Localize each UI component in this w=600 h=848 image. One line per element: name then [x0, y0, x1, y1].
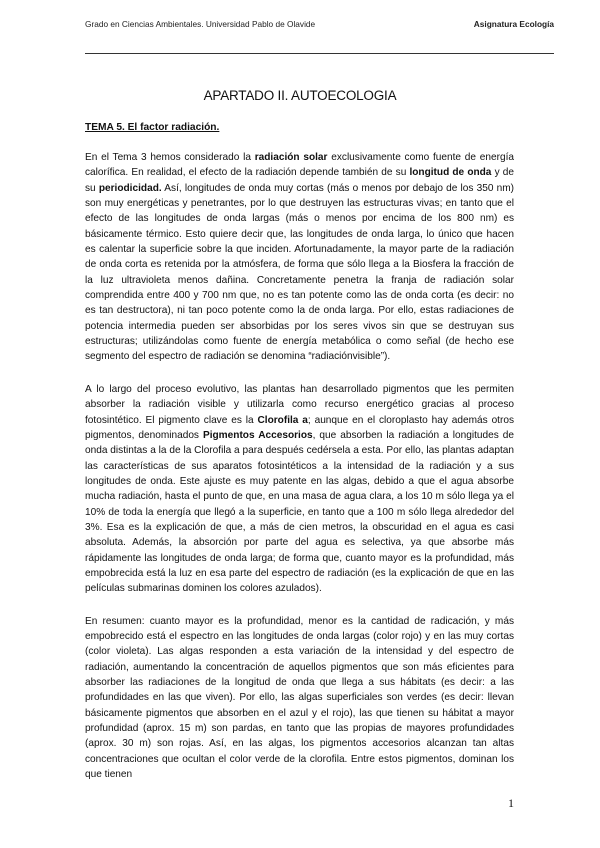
bold-term: periodicidad. [98, 182, 162, 194]
paragraph-1 [85, 150, 514, 365]
section-title: APARTADO II. AUTOECOLOGIA [203, 88, 397, 103]
bold-term: Clorofila a [257, 414, 308, 426]
text-run: En resumen: cuanto mayor es la profundidad, menor es la cantidad de radicación, y más empobrecido está el espectro en las longitudes de onda largas (color rojo) y en las muy cortas (color violeta). Las algas responden a esta variación de la intensidad y del espectro de radiación, aumentando la concentración de aquellos pigmentos que son más eficientes para absorber las radiaciones de la longitud de onda que llega a sus hábitats (es decir: a las profundidades en las que viven). Por ello, las algas superficiales son verdes (es decir: llevan básicamente pigmentos que absorben en el azul y el rojo), las que tienen su hábitat a mayor profundidad (aprox. 15 m) son pardas, en tanto que las propias de mayores profundidades (aprox. 30 m) son rojas. Así, en las algas, los pigmentos accesorios alcanzan tan altas concentraciones que ocultan el color verde de la clorofila. Entre estos pigmentos, dominan los que tienen [85, 615, 514, 781]
text-run: A lo largo del proceso evolutivo, las plantas han desarrollado pigmentos que les permiten absorber la radiación visible y utilizarla como recurso energético gracias al proceso fotosintético. El pigmento clave es la [85, 383, 514, 426]
bold-term: Pigmentos Accesorios [202, 429, 313, 441]
header-divider [85, 53, 554, 54]
paragraph-3 [85, 614, 514, 783]
topic-heading: TEMA 5. El factor radiación. [85, 122, 220, 133]
bold-term: radiación solar [254, 152, 328, 163]
text-run: y de su [85, 167, 514, 194]
bold-term: longitud de onda [409, 167, 492, 179]
text-run: ; aunque en el cloroplasto hay además otros pigmentos, denominados [85, 414, 515, 441]
page-header [85, 19, 554, 39]
text-run: En el Tema 3 hemos considerado la [85, 152, 255, 163]
page-number: 1 [508, 796, 514, 810]
text-run: , que absorben la radiación a longitudes de onda distintas a la de la Clorofila a para después cedérsela a esta. Por ello, las plantas adaptan las características de sus aparatos fotosintéticos a la intensidad de la radiación y a sus longitudes de onda. Este ajuste es muy patente en las algas, debido a que el agua absorbe mucha radiación, hasta el punto de que, en una masa de agua clara, a los 10 m sólo llega ya el 10% de toda la energía que llegó a la superficie, en tanto que a 100 m sólo llega alrededor del 3%. Esa es la explicación de que, a más de cien metros, la obscuridad en el agua es casi absoluta. Además, la absorción por parte del agua es selectiva, ya que absorbe más rápidamente las longitudes de onda larga; de forma que, cuanto mayor es la profundidad, más empobrecida está la luz en esa parte del espectro de radiación (es la explicación de que en las películas submarinas dominen los colores azulados). [85, 429, 515, 595]
text-run: exclusivamente como fuente de energía calorífica. En realidad, el efecto de la radiación depende también de su [85, 152, 515, 179]
header-institution: Grado en Ciencias Ambientales. Universidad Pablo de Olavide [85, 19, 316, 29]
document-body [85, 150, 514, 799]
text-run: Así, longitudes de onda muy cortas (más o menos por debajo de los 350 nm) son muy energéticas y penetrantes, por lo que destruyen las estructuras vivas; en tanto que el efecto de las longitudes de onda largas (más o menos por encima de los 800 nm) es básicamente térmico. Esto quiere decir que, las longitudes de onda larga, lo único que hacen es calentar la superficie sobre la que inciden. Afortunadamente, la mayor parte de la radiación de onda corta es retenida por la atmósfera, de forma que sólo llega a la Biosfera la fracción de la luz ultravioleta menos dañina. Concretamente penetra la franja de radiación solar comprendida entre 400 y 700 nm que, no es tan potente como las de onda corta (es decir: no es tan destructora), ni tan poco potente como la de onda larga. Por ello, estas radiaciones de potencia intermedia pueden ser absorbidas por los seres vivos sin que se destruyan sus estructuras; utilizándolas como fuente de energía metabólica o como señal (de hecho ese segmento del espectro de radiación se denomina “radiaciónvisible”). [85, 182, 514, 363]
paragraph-2 [85, 382, 514, 597]
header-course: Asignatura Ecología [473, 19, 554, 29]
